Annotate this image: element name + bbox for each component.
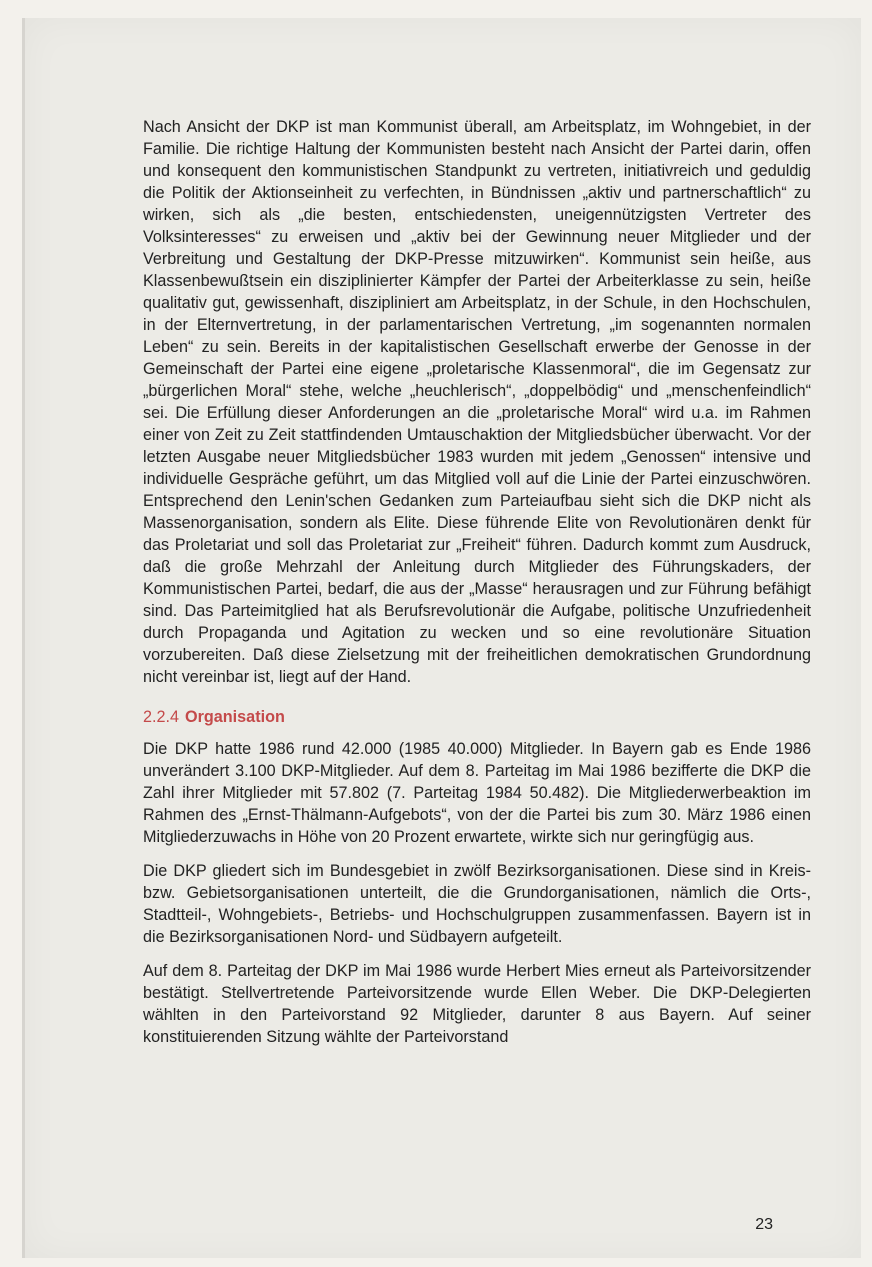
paragraph-kommunist-haltung: Nach Ansicht der DKP ist man Kommunist überall, am Arbeitsplatz, im Wohngebiet, in der Familie. Die richtige Haltung der Kommunisten besteht nach Ansicht der Partei darin, offen und konsequent den kommunistischen Standpunkt zu vertreten, initiativreich und geduldig die Politik der Aktionseinheit zu verfechten, in Bündnissen „aktiv und partnerschaftlich“ zu wirken, sich als „die besten, entschiedensten, uneigennützigsten Vertreter des Volksinteresses“ zu erweisen und „aktiv bei der Gewinnung neuer Mitglieder und der Verbreitung und Gestaltung der DKP-Presse mitzuwirken“. Kommunist sein heiße, aus Klassenbewußtsein ein disziplinierter Kämpfer der Partei der Arbeiterklasse zu sein, heiße qualitativ gut, gewissenhaft, diszipliniert am Arbeitsplatz, in der Schule, in den Hochschulen, in der Elternvertretung, in der parlamentarischen Vertretung, „im sogenannten normalen Leben“ zu sein. Bereits in der kapitalistischen Gesellschaft erwerbe der Genosse in der Gemeinschaft der Partei eine eigene „proletarische Klassenmoral“, die im Gegensatz zur „bürgerlichen Moral“ stehe, welche „heuchlerisch“, „doppelbödig“ und „menschenfeindlich“ sei. Die Erfüllung dieser Anforderungen an die „proletarische Moral“ wird u.a. im Rahmen einer von Zeit zu Zeit stattfindenden Umtauschaktion der Mitgliedsbücher überwacht. Vor der letzten Ausgabe neuer Mitgliedsbücher 1983 wurden mit jedem „Genossen“ intensive und individuelle Gespräche geführt, um das Mitglied voll auf die Linie der Partei einzuschwören. Entsprechend den Lenin'schen Gedanken zum Parteiaufbau sieht sich die DKP nicht als Massenorganisation, sondern als Elite. Diese führende Elite von Revolutionären denkt für das Proletariat und soll das Proletariat zur „Freiheit“ führen. Dadurch kommt zum Ausdruck, daß die große Mehrzahl der Anleitung durch Mitglieder des Führungskaders, der Kommunistischen Partei, bedarf, die aus der „Masse“ herausragen und zur Führung befähigt sind. Das Parteimitglied hat als Berufsrevolutionär die Aufgabe, politische Unzufriedenheit durch Propaganda und Agitation zu wecken und so eine revolutionäre Situation vorzubereiten. Daß diese Zielsetzung mit der freiheitlichen demokratischen Grundordnung nicht vereinbar ist, liegt auf der Hand. [143, 118, 811, 686]
page-number: 23 [755, 1216, 773, 1233]
paragraph-parteitag: Auf dem 8. Parteitag der DKP im Mai 1986 wurde Herbert Mies erneut als Parteivorsitzender bestätigt. Stellvertretende Parteivorsitzende wurde Ellen Weber. Die DKP-Delegierten wählten in den Parteivorstand 92 Mitglieder, darunter 8 aus Bayern. Auf seiner konstituierenden Sitzung wählte der Parteivorstand [143, 962, 811, 1046]
section-number: 2.2.4 [143, 708, 180, 726]
paragraph-gliederung: Die DKP gliedert sich im Bundesgebiet in zwölf Bezirksorganisationen. Diese sind in Kreis- bzw. Gebietsorganisationen unterteilt, die die Grundorganisationen, nämlich die Orts-, Stadtteil-, Wohngebiets-, Betriebs- und Hochschulgruppen zusammenfassen. Bayern ist in die Bezirksorganisationen Nord- und Südbayern aufgeteilt. [143, 862, 811, 946]
section-title: Organisation [185, 708, 285, 726]
paragraph-mitglieder: Die DKP hatte 1986 rund 42.000 (1985 40.000) Mitglieder. In Bayern gab es Ende 1986 unverändert 3.100 DKP-Mitglieder. Auf dem 8. Parteitag im Mai 1986 bezifferte die DKP die Zahl ihrer Mitglieder mit 57.802 (7. Parteitag 1984 50.482). Die Mitgliederwerbeaktion im Rahmen des „Ernst-Thälmann-Aufgebots“, von der die Partei bis zum 30. März 1986 einen Mitgliederzuwachs in Höhe von 20 Prozent erwartete, wirkte sich nur geringfügig aus. [143, 740, 811, 846]
document-page [22, 18, 861, 1258]
section-heading [143, 706, 811, 728]
body-text [143, 116, 811, 1060]
